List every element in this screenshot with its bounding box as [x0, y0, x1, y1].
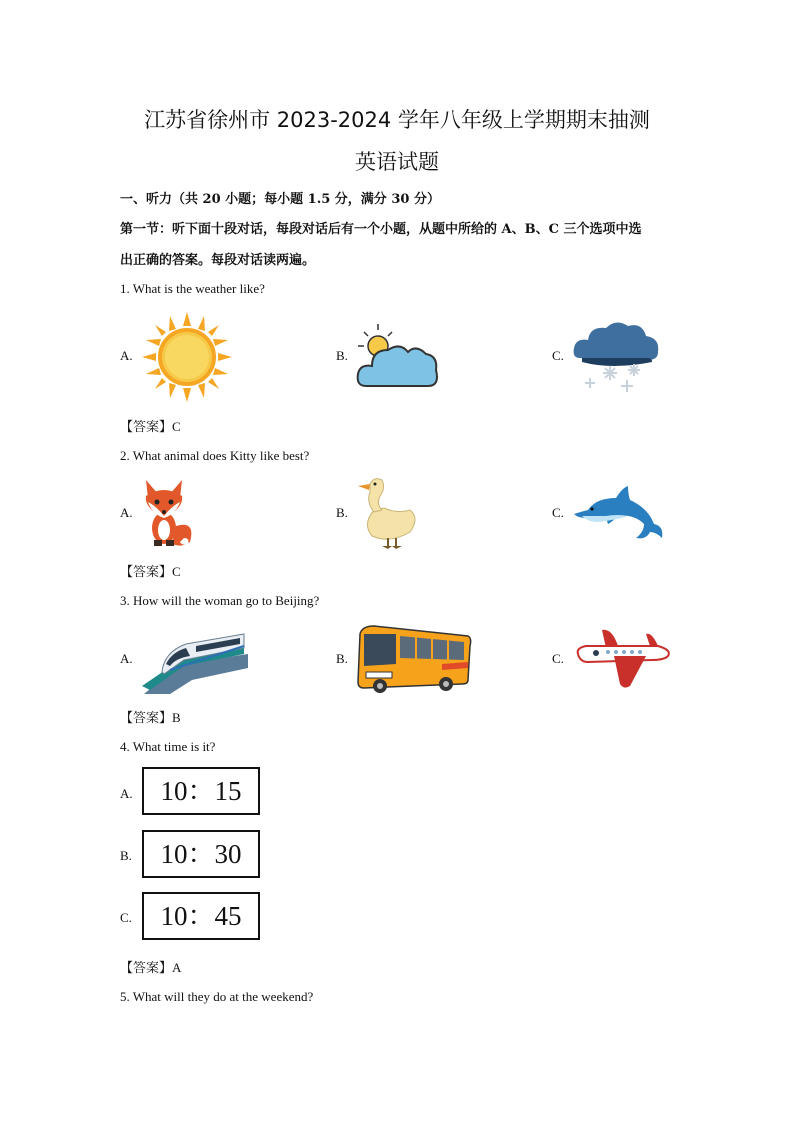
q2-option-b-label: B. — [336, 505, 348, 520]
q4-option-a-label: A. — [120, 786, 133, 801]
q2-option-c-label: C. — [552, 505, 564, 520]
q1-option-b-label: B. — [336, 348, 348, 363]
answer-3: 【答案】B — [120, 710, 181, 725]
q3-option-c-label: C. — [552, 651, 564, 666]
duck-icon — [354, 474, 420, 550]
q3-option-a-label: A. — [120, 651, 133, 666]
dolphin-icon — [572, 480, 664, 542]
question-1: 1. What is the weather like? — [120, 281, 265, 296]
page-title: 江苏省徐州市 2023-2024 学年八年级上学期期末抽测 — [144, 108, 650, 132]
section-heading: 一、听力（共 20 小题；每小题 1.5 分，满分 30 分） — [120, 192, 440, 207]
question-4: 4. What time is it? — [120, 739, 216, 754]
answer-4: 【答案】A — [120, 960, 182, 975]
q3-option-b-label: B. — [336, 651, 348, 666]
time-box-c: 10：45 — [142, 892, 260, 940]
cloudy-icon — [356, 322, 440, 390]
question-5: 5. What will they do at the weekend? — [120, 989, 314, 1004]
bus-icon — [356, 624, 472, 694]
airplane-icon — [572, 626, 672, 690]
q1-option-c-label: C. — [552, 348, 564, 363]
fox-icon — [140, 476, 196, 548]
answer-1: 【答案】C — [120, 419, 181, 434]
question-3: 3. How will the woman go to Beijing? — [120, 593, 320, 608]
instruction-line-1: 第一节：听下面十段对话，每段对话后有一个小题，从题中所给的 A、B、C 三个选项中选 — [120, 222, 642, 237]
train-icon — [140, 624, 248, 694]
sun-icon — [142, 312, 232, 402]
q4-option-b-label: B. — [120, 848, 132, 863]
page-subtitle: 英语试题 — [355, 150, 439, 174]
time-box-a: 10：15 — [142, 767, 260, 815]
instruction-line-2: 出正确的答案。每段对话读两遍。 — [120, 253, 316, 268]
question-2: 2. What animal does Kitty like best? — [120, 448, 310, 463]
time-box-b: 10：30 — [142, 830, 260, 878]
q2-option-a-label: A. — [120, 505, 133, 520]
snow-cloud-icon — [572, 318, 662, 394]
q4-option-c-label: C. — [120, 910, 132, 925]
answer-2: 【答案】C — [120, 564, 181, 579]
q1-option-a-label: A. — [120, 348, 133, 363]
